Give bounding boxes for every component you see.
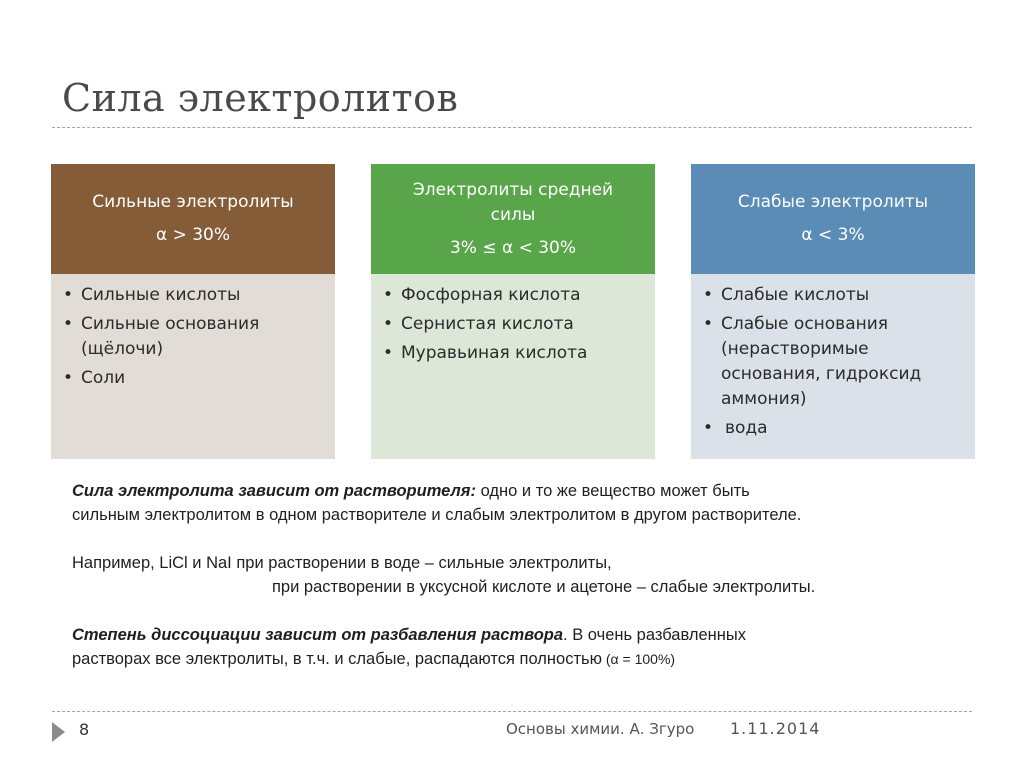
- list-item: • Соли: [63, 366, 323, 391]
- card-heading: Слабые электролиты: [737, 192, 929, 212]
- list-item: • Фосфорная кислота: [383, 283, 643, 308]
- list-item: • Муравьиная кислота: [383, 341, 643, 366]
- note-solvent-line2: сильным электролитом в одном растворителе и слабым электролитом в другом растворителе.: [72, 506, 802, 524]
- card-heading: Электролиты средней силы: [412, 179, 614, 225]
- note-dilution-line2: [72, 647, 675, 671]
- note-dilution-heading: Степень диссоциации зависит от разбавления раствора: [72, 626, 564, 644]
- list-item: • Слабые кислоты: [703, 283, 963, 308]
- list-item: • Слабые основания (нерастворимые основания, гидроксид аммония): [703, 312, 963, 412]
- card-body: [691, 274, 975, 459]
- card-body: [51, 274, 335, 459]
- footer-author: Основы химии. А. Згуро: [506, 720, 695, 738]
- note-dilution-text: . В очень разбавленных: [563, 626, 747, 644]
- footer-date: 1.11.2014: [730, 719, 821, 738]
- note-solvent-text: одно и то же вещество может быть: [476, 482, 750, 500]
- note-solvent-heading: Сила электролита зависит от растворителя:: [72, 482, 477, 500]
- card-alpha: α > 30%: [155, 225, 231, 245]
- list-item: • Сернистая кислота: [383, 312, 643, 337]
- card-alpha: α < 3%: [801, 225, 865, 245]
- list-item: • вода: [703, 416, 963, 441]
- page-number: 8: [79, 720, 90, 739]
- note-dilution-line2-text: растворах все электролиты, в т.ч. и слабые, распадаются полностью: [72, 650, 602, 668]
- card-list: [383, 283, 643, 366]
- note-example-line2: при растворении в уксусной кислоте и ацетоне – слабые электролиты.: [272, 578, 816, 596]
- card-body: [371, 274, 655, 459]
- note-dilution-alpha: (α = 100%): [602, 651, 676, 667]
- card-header: [371, 164, 655, 274]
- list-item: • Сильные кислоты: [63, 283, 323, 308]
- note-example-line1: Например, LiCl и NaI при растворении в воде – сильные электролиты,: [72, 554, 612, 572]
- note-solvent: [72, 479, 750, 503]
- card-medium-electrolytes: [371, 164, 655, 459]
- title-divider: [52, 127, 972, 128]
- card-alpha: 3% ≤ α < 30%: [449, 237, 577, 258]
- card-list: [63, 283, 323, 391]
- footer-divider: [52, 711, 972, 712]
- triangle-right-icon: [52, 722, 65, 742]
- card-list: [703, 283, 963, 441]
- card-heading: Сильные электролиты: [92, 192, 294, 212]
- card-header: [51, 164, 335, 274]
- card-header: [691, 164, 975, 274]
- page-title: Сила электролитов: [62, 76, 459, 120]
- note-dilution: [72, 623, 746, 647]
- list-item: • Сильные основания (щёлочи): [63, 312, 323, 362]
- card-strong-electrolytes: [51, 164, 335, 459]
- card-weak-electrolytes: [691, 164, 975, 459]
